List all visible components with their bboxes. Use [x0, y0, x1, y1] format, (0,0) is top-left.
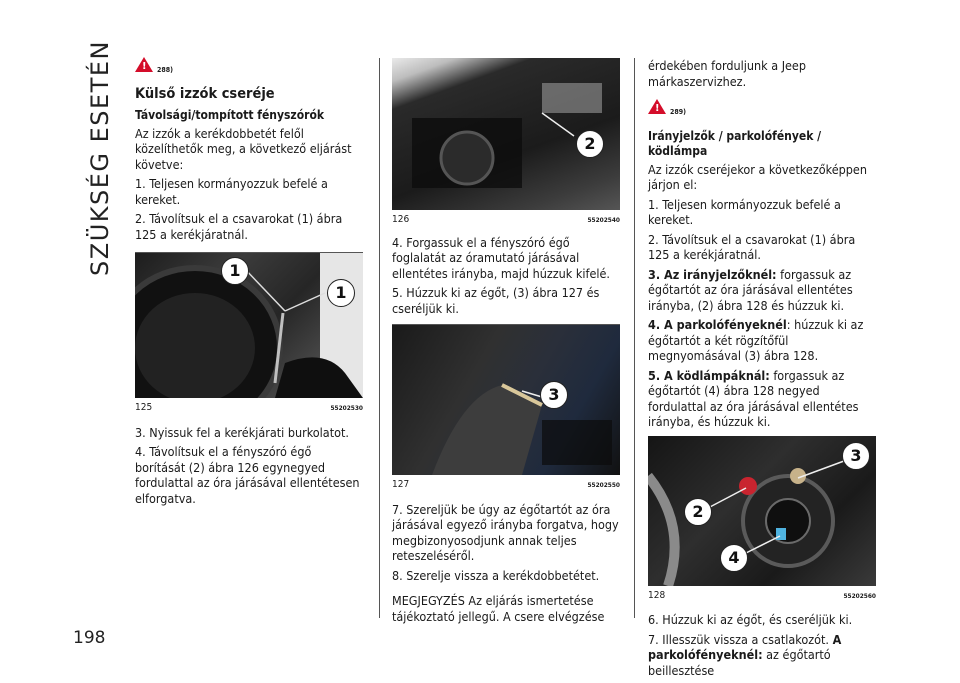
figure-127-photo	[392, 325, 620, 475]
figure-128-callout-2: 2	[684, 498, 712, 526]
note-paragraph: MEGJEGYZÉS Az eljárás ismertetése tájékoztató jellegű. A csere elvégzése	[392, 593, 605, 624]
column-divider-1	[379, 58, 380, 618]
figure-125-code: 55202530	[330, 404, 363, 412]
step-4: 4. Távolítsuk el a fényszóró égő borítását (2) ábra 126 egynegyed fordulattal az óra járásával ellentétesen elforgatva.	[135, 444, 360, 506]
figure-125	[135, 252, 363, 417]
step-3-c3	[648, 267, 876, 314]
figure-128	[648, 436, 876, 605]
step-3-label: 3. Az irányjelzőknél:	[648, 266, 777, 282]
figure-125-photo	[135, 253, 363, 398]
step-4-c3	[648, 317, 876, 364]
figure-125-drawing	[135, 253, 363, 398]
figure-126-callout: 2	[576, 130, 604, 158]
section-title: Külső izzók cseréje	[135, 85, 275, 102]
step-5-text: forgassuk az égőtartót (4) ábra 128 negyed fordulattal az óra járásával ellentétes irányba, és húzzuk ki.	[648, 367, 859, 429]
intro-paragraph: Az izzók a kerékdobbetét felől közelíthetők meg, a következő eljárást követve:	[135, 125, 352, 172]
step-3-text: forgassuk az égőtartót az óra járásával ellentétes irányba, (2) ábra 128 és húzzuk ki.	[648, 266, 853, 313]
step-1: 1. Teljesen kormányozzuk befelé a kereket.	[135, 176, 328, 207]
figure-125-number: 125	[135, 402, 153, 413]
figure-128-photo	[648, 436, 876, 586]
figure-127-drawing	[392, 325, 620, 475]
step-7-c3	[648, 632, 876, 679]
figure-128-callout-3: 3	[842, 442, 870, 470]
step-7-label: A parkolófényeknél:	[648, 631, 842, 662]
intro-paragraph-2: Az izzók cseréjekor a következőképpen járjon el:	[648, 161, 867, 192]
step-5-label: 5. A ködlámpáknál:	[648, 367, 770, 383]
figure-128-number: 128	[648, 589, 666, 601]
column-1	[135, 55, 363, 510]
warning-ref: 288)	[157, 66, 174, 74]
continued-paragraph: érdekében forduljunk a Jeep márkaszervizhez.	[648, 58, 806, 89]
step-3: 3. Nyissuk fel a kerékjárati burkolatot.	[135, 424, 349, 440]
step-7: 7. Szereljük be úgy az égőtartót az óra járásával egyező irányba forgatva, hogy megbizonyosodjunk annak teljes reteszeléséről.	[392, 501, 619, 563]
figure-125-caption	[135, 400, 363, 417]
step-7-pre: 7. Illesszük vissza a csatlakozót.	[648, 631, 833, 647]
column-3	[648, 58, 876, 682]
figure-126-photo	[392, 58, 620, 210]
step-4-text: : húzzuk ki az égőtartót a két rögzítőfül megnyomásával (3) ábra 128.	[648, 317, 864, 363]
figure-126-code: 55202540	[587, 216, 620, 224]
figure-126	[392, 58, 620, 229]
side-section-title-text: SZÜKSÉG ESETÉN	[86, 39, 115, 276]
warning-marker-2	[648, 99, 876, 121]
step-1-c3: 1. Teljesen kormányozzuk befelé a kereket.	[648, 196, 841, 227]
figure-126-caption	[392, 212, 620, 229]
figure-128-caption	[648, 588, 876, 605]
figure-126-number: 126	[392, 214, 410, 225]
page-number: 198	[73, 628, 106, 648]
figure-127	[392, 324, 620, 494]
warning-marker	[135, 57, 363, 79]
figure-127-callout: 3	[540, 381, 568, 409]
step-5: 5. Húzzuk ki az égőt, (3) ábra 127 és cseréljük ki.	[392, 285, 600, 316]
column-divider-2	[634, 58, 635, 618]
step-2-c3: 2. Távolítsuk el a csavarokat (1) ábra 125 a kerékjáratnál.	[648, 231, 856, 262]
step-7-text: az égőtartó beillesztése	[648, 647, 831, 678]
subsection-title-2: Irányjelzők / parkolófények / ködlámpa	[648, 128, 822, 158]
column-2	[392, 58, 620, 628]
warning-icon	[648, 99, 666, 114]
step-5-c3	[648, 368, 876, 430]
step-6-c3: 6. Húzzuk ki az égőt, és cseréljük ki.	[648, 612, 853, 627]
figure-127-code: 55202550	[587, 481, 620, 489]
figure-125-callout-b: 1	[327, 279, 355, 307]
figure-128-callout-4: 4	[720, 544, 748, 572]
side-section-title	[80, 40, 120, 275]
figure-127-number: 127	[392, 479, 410, 490]
figure-125-callout-a: 1	[221, 257, 249, 285]
figure-127-caption	[392, 477, 620, 494]
step-8: 8. Szerelje vissza a kerékdobbetétet.	[392, 567, 600, 583]
subsection-title: Távolsági/tompított fényszórók	[135, 108, 325, 122]
step-4-label: 4. A parkolófényeknél	[648, 317, 787, 332]
warning-icon	[135, 57, 153, 72]
step-2: 2. Távolítsuk el a csavarokat (1) ábra 125 a kerékjáratnál.	[135, 211, 343, 242]
step-4b: 4. Forgassuk el a fényszóró égő foglalatát az óramutató járásával ellentétes irányba, majd húzzuk kifelé.	[392, 234, 610, 281]
figure-128-code: 55202560	[843, 591, 876, 600]
warning-ref-2: 289)	[670, 108, 687, 116]
